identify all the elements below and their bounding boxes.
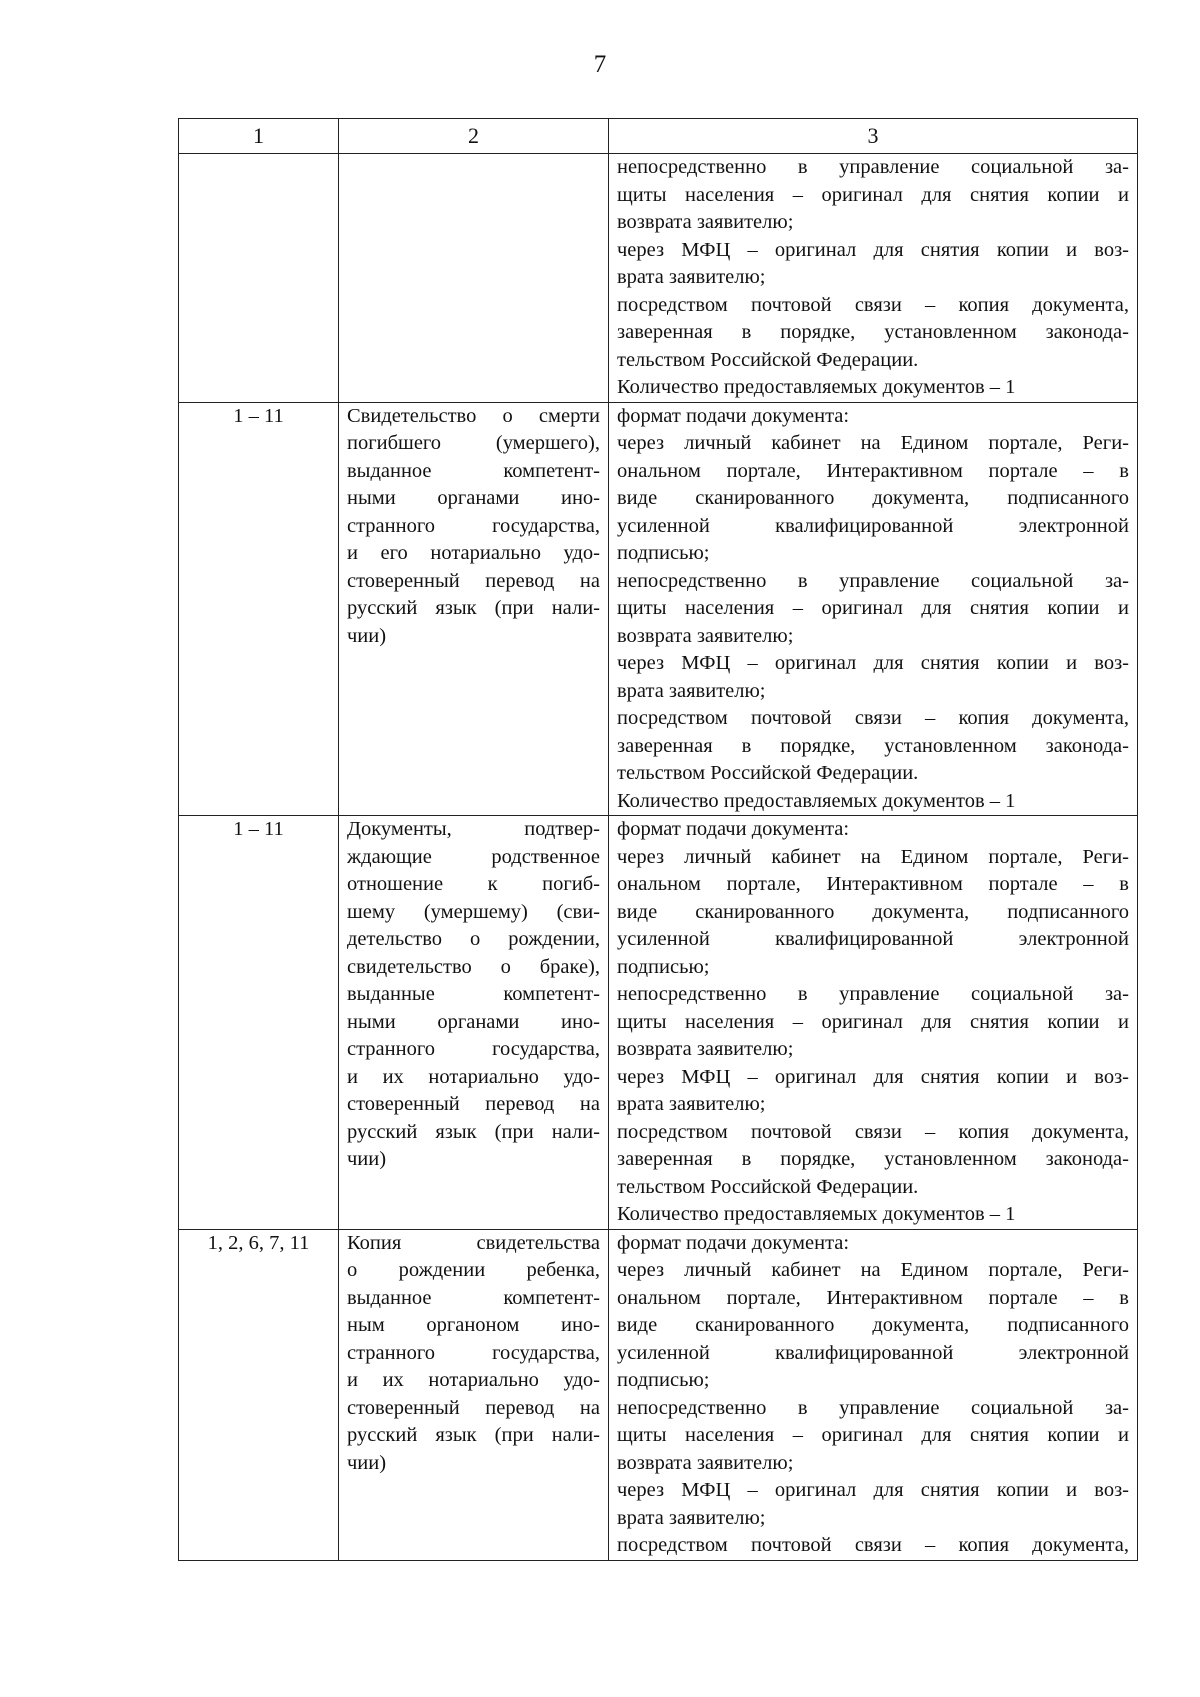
document-name-line: свидетельство о браке),: [347, 955, 600, 978]
submission-method-line: ональном портале, Интерактивном портале – в: [617, 1286, 1129, 1309]
submission-method-line: непосредственно в управление социальной за-: [617, 156, 1129, 178]
document-name-line: ными органами ино-: [347, 487, 600, 509]
submission-method-line: через МФЦ – оригинал для снятия копии и воз-: [617, 238, 1129, 261]
submission-method-line: формат подачи документа:: [617, 1231, 850, 1254]
document-name-line: выданное компетент-: [347, 459, 600, 482]
column-header-1: 1: [179, 119, 339, 154]
submission-method-line: врата заявителю;: [617, 266, 766, 288]
submission-method-line: возврата заявителю;: [617, 1451, 794, 1474]
submission-method-line: посредством почтовой связи – копия документа,: [617, 1120, 1129, 1143]
submission-method-line: виде сканированного документа, подписанного: [617, 900, 1129, 923]
submission-method-line: щиты населения – оригинал для снятия копии и: [617, 183, 1129, 206]
document-name-line: и их нотариально удо-: [347, 1369, 600, 1391]
submission-method-line: врата заявителю;: [617, 1093, 766, 1115]
documents-table: [178, 118, 1138, 1561]
submission-method-line: через МФЦ – оригинал для снятия копии и воз-: [617, 1479, 1129, 1501]
row-group-numbers: 1 – 11: [179, 816, 339, 1230]
document-name-line: чии): [347, 624, 387, 647]
document-name-line: Свидетельство о смерти: [347, 404, 600, 427]
table-header-row: [179, 119, 1138, 154]
submission-method-line: формат подачи документа:: [617, 818, 850, 840]
submission-method-line: через МФЦ – оригинал для снятия копии и воз-: [617, 652, 1129, 674]
submission-method-line: Количество предоставляемых документов – 1: [617, 376, 1016, 398]
document-name-line: шему (умершему) (сви-: [347, 900, 600, 923]
row-group-numbers: 1 – 11: [179, 402, 339, 816]
document-name-cell: [339, 1229, 609, 1560]
submission-method-line: щиты населения – оригинал для снятия копии и: [617, 1424, 1129, 1446]
row-group-numbers: 1, 2, 6, 7, 11: [179, 1229, 339, 1560]
submission-method-line: щиты населения – оригинал для снятия копии и: [617, 1010, 1129, 1033]
row-group-numbers: [179, 154, 339, 403]
submission-method-line: непосредственно в управление социальной за-: [617, 983, 1129, 1005]
document-name-line: ждающие родственное: [347, 845, 600, 868]
submission-method-cell: [609, 402, 1138, 816]
submission-method-cell: [609, 816, 1138, 1230]
submission-method-line: через личный кабинет на Едином портале, Реги-: [617, 1259, 1129, 1281]
document-name-line: и их нотариально удо-: [347, 1065, 600, 1088]
submission-method-line: заверенная в порядке, установленном законода-: [617, 734, 1129, 757]
table-row: [179, 154, 1138, 403]
submission-method-line: посредством почтовой связи – копия документа,: [617, 707, 1129, 729]
submission-method-line: заверенная в порядке, установленном законода-: [617, 1148, 1129, 1170]
document-name-line: странного государства,: [347, 514, 600, 537]
submission-method-line: через личный кабинет на Едином портале, Реги-: [617, 845, 1129, 868]
document-name-line: Документы, подтвер-: [347, 818, 600, 840]
submission-method-line: врата заявителю;: [617, 1506, 766, 1529]
submission-method-line: усиленной квалифицированной электронной: [617, 928, 1129, 950]
document-name-line: чии): [347, 1451, 387, 1474]
submission-method-line: усиленной квалифицированной электронной: [617, 1341, 1129, 1364]
document-name-line: стоверенный перевод на: [347, 569, 600, 592]
submission-method-line: виде сканированного документа, подписанного: [617, 1314, 1129, 1336]
document-name-line: чии): [347, 1148, 387, 1170]
submission-method-line: тельством Российской Федерации.: [617, 348, 919, 371]
submission-method-line: врата заявителю;: [617, 679, 766, 702]
column-header-3: 3: [609, 119, 1138, 154]
submission-method-line: посредством почтовой связи – копия документа,: [617, 293, 1129, 316]
document-name-line: о рождении ребенка,: [347, 1259, 600, 1281]
document-name-line: стоверенный перевод на: [347, 1093, 600, 1115]
submission-method-line: усиленной квалифицированной электронной: [617, 514, 1129, 537]
document-name-line: русский язык (при нали-: [347, 597, 600, 619]
page-number: 7: [593, 51, 607, 78]
submission-method-line: возврата заявителю;: [617, 1038, 794, 1060]
table-row: [179, 402, 1138, 816]
submission-method-line: Количество предоставляемых документов – 1: [617, 789, 1016, 812]
document-name-line: выданное компетент-: [347, 1286, 600, 1309]
submission-method-line: виде сканированного документа, подписанного: [617, 487, 1129, 509]
table-body: [179, 154, 1138, 1561]
document-name-cell: [339, 402, 609, 816]
submission-method-line: через личный кабинет на Едином портале, Реги-: [617, 432, 1129, 454]
submission-method-line: возврата заявителю;: [617, 624, 794, 647]
document-name-line: детельство о рождении,: [347, 928, 600, 950]
document-name-line: странного государства,: [347, 1341, 600, 1364]
document-name-line: Копия свидетельства: [347, 1231, 600, 1254]
submission-method-line: ональном портале, Интерактивном портале – в: [617, 459, 1129, 482]
document-name-line: ными органами ино-: [347, 1010, 600, 1033]
submission-method-line: подписью;: [617, 955, 710, 978]
document-name-line: русский язык (при нали-: [347, 1120, 600, 1143]
submission-method-cell: [609, 1229, 1138, 1560]
document-name-line: и его нотариально удо-: [347, 542, 600, 564]
submission-method-line: Количество предоставляемых документов – 1: [617, 1203, 1016, 1225]
document-name-line: стоверенный перевод на: [347, 1396, 600, 1419]
document-name-line: русский язык (при нали-: [347, 1424, 600, 1446]
document-name-line: выданные компетент-: [347, 983, 600, 1005]
submission-method-cell: [609, 154, 1138, 403]
document-name-line: ным органоном ино-: [347, 1314, 600, 1336]
submission-method-line: непосредственно в управление социальной за-: [617, 569, 1129, 592]
submission-method-line: щиты населения – оригинал для снятия копии и: [617, 597, 1129, 619]
submission-method-line: посредством почтовой связи – копия документа,: [617, 1534, 1129, 1556]
submission-method-line: тельством Российской Федерации.: [617, 762, 919, 784]
column-header-2: 2: [339, 119, 609, 154]
submission-method-line: подписью;: [617, 542, 710, 564]
submission-method-line: подписью;: [617, 1369, 710, 1391]
submission-method-line: заверенная в порядке, установленном законода-: [617, 321, 1129, 343]
document-name-line: погибшего (умершего),: [347, 432, 600, 454]
submission-method-line: формат подачи документа:: [617, 404, 850, 427]
document-name-line: отношение к погиб-: [347, 873, 600, 895]
document-name-line: странного государства,: [347, 1038, 600, 1060]
submission-method-line: через МФЦ – оригинал для снятия копии и воз-: [617, 1065, 1129, 1088]
submission-method-line: тельством Российской Федерации.: [617, 1175, 919, 1198]
document-name-cell: [339, 816, 609, 1230]
submission-method-line: непосредственно в управление социальной за-: [617, 1396, 1129, 1419]
table-row: [179, 816, 1138, 1230]
submission-method-line: ональном портале, Интерактивном портале – в: [617, 873, 1129, 895]
document-name-cell: [339, 154, 609, 403]
table-row: [179, 1229, 1138, 1560]
submission-method-line: возврата заявителю;: [617, 211, 794, 233]
